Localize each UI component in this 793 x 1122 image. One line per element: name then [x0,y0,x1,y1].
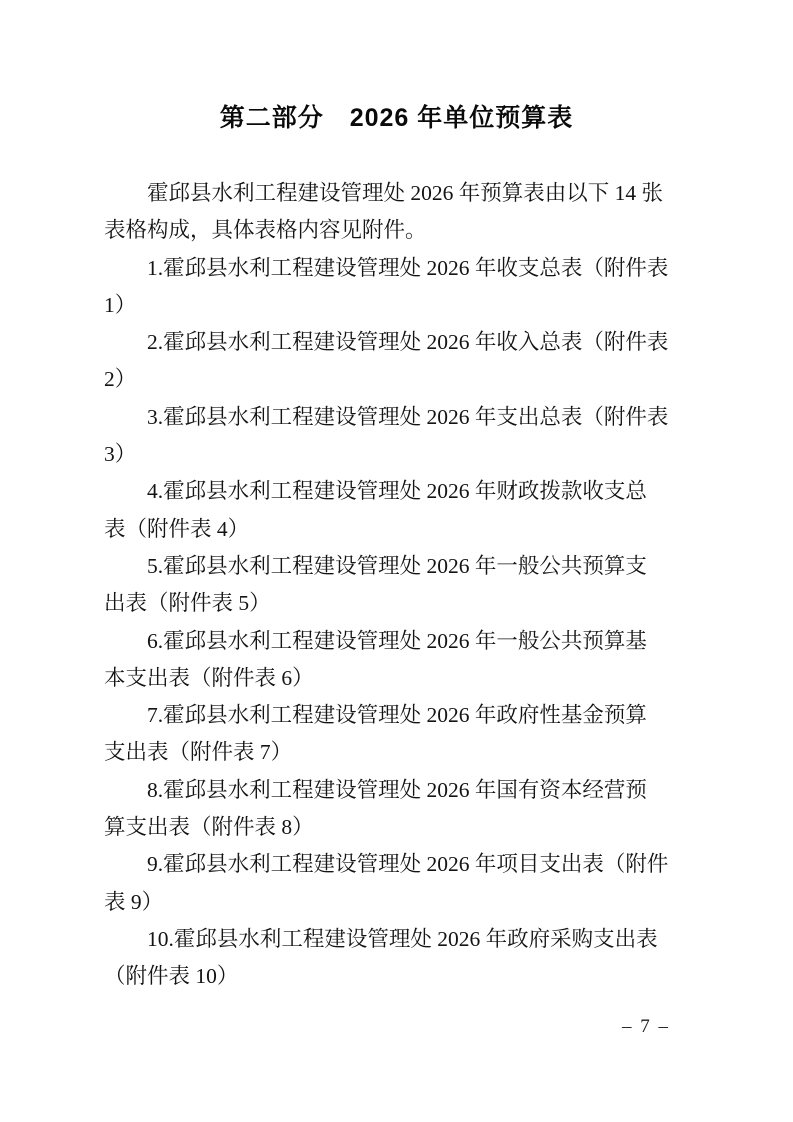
document-body [104,175,752,996]
list-item-5 [104,548,752,623]
list-item-7 [104,697,752,772]
text-line: 2） [104,367,137,392]
list-item-1 [104,250,752,325]
text-line: 1） [104,292,137,317]
text-line: 表 9） [104,889,164,914]
text-line: 7.霍邱县水利工程建设管理处 2026 年政府性基金预算 [147,703,647,728]
text-line: 8.霍邱县水利工程建设管理处 2026 年国有资本经营预 [147,777,647,802]
section-title: 第二部分 2026 年单位预算表 [219,104,574,132]
text-line: 5.霍邱县水利工程建设管理处 2026 年一般公共预算支 [147,553,647,578]
text-line: 3） [104,442,137,467]
text-line: 10.霍邱县水利工程建设管理处 2026 年政府采购支出表 [147,926,658,951]
list-item-9 [104,846,752,921]
text-line: 9.霍邱县水利工程建设管理处 2026 年项目支出表（附件 [147,852,669,877]
text-line: 支出表（附件表 7） [104,740,293,765]
list-item-3 [104,399,752,474]
text-line: 4.霍邱县水利工程建设管理处 2026 年财政拨款收支总 [147,479,647,504]
text-line: 1.霍邱县水利工程建设管理处 2026 年收支总表（附件表 [147,255,669,280]
text-line: 2.霍邱县水利工程建设管理处 2026 年收入总表（附件表 [147,330,669,355]
intro-paragraph [104,175,752,250]
list-item-2 [104,324,752,399]
list-item-4 [104,473,752,548]
text-line: （附件表 10） [104,964,239,989]
text-line: 本支出表（附件表 6） [104,665,314,690]
text-line: 出表（附件表 5） [104,591,271,616]
text-line: 表格构成，具体表格内容见附件。 [104,218,427,243]
list-item-6 [104,623,752,698]
list-item-10 [104,921,752,996]
text-line: 6.霍邱县水利工程建设管理处 2026 年一般公共预算基 [147,628,647,653]
text-line: 算支出表（附件表 8） [104,815,314,840]
list-item-8 [104,772,752,847]
text-line: 霍邱县水利工程建设管理处 2026 年预算表由以下 14 张 [147,181,664,205]
page-number: – 7 – [622,1016,670,1037]
text-line: 3.霍邱县水利工程建设管理处 2026 年支出总表（附件表 [147,404,669,429]
text-line: 表（附件表 4） [104,516,250,541]
